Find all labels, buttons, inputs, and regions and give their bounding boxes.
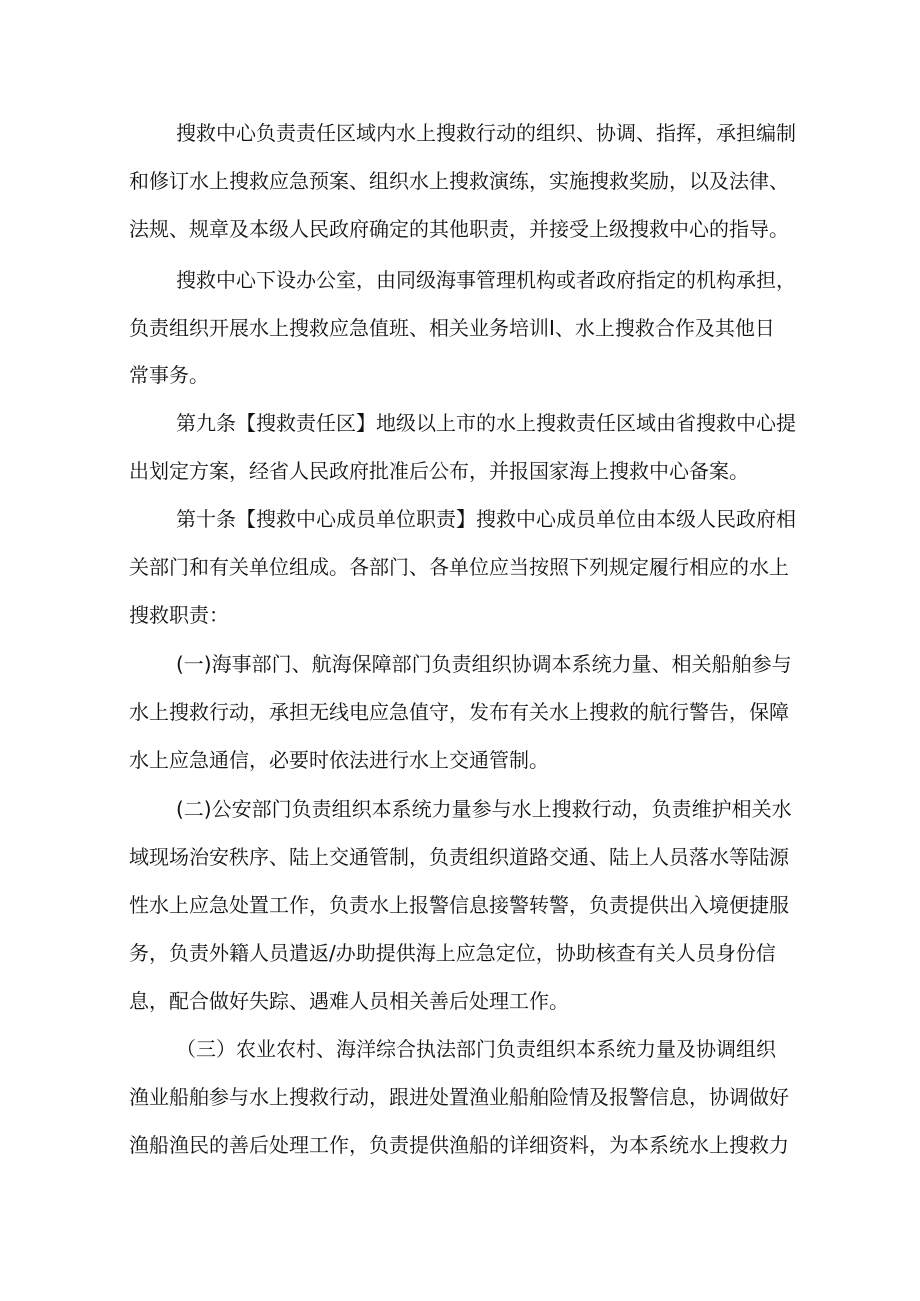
text-line: 域现场治安秩序、陆上交通管制，负责组织道路交通、陆上人员落水等陆源 (129, 845, 789, 869)
text-line: 搜救职责： (129, 603, 229, 627)
text-line: （三）农业农村、海洋综合执法部门负责组织本系统力量及协调组织 (176, 1037, 776, 1061)
text-line: 水上搜救行动，承担无线电应急值守，发布有关水上搜救的航行警告，保障 (129, 700, 789, 724)
text-line: 务，负责外籍人员遣返/办助提供海上应急定位，协助核查有关人员身份信 (129, 941, 776, 965)
text-line: 第九条【搜救责任区】地级以上市的水上搜救责任区域由省搜救中心提 (176, 411, 796, 435)
text-line: 性水上应急处置工作，负责水上报警信息接警转警，负责提供出入境便捷服 (129, 893, 789, 917)
text-line: 关部门和有关单位组成。各部门、各单位应当按照下列规定履行相应的水上 (129, 555, 789, 579)
text-line: 和修订水上搜救应急预案、组织水上搜救演练，实施搜救奖励，以及法律、 (129, 169, 789, 193)
text-line: (一)海事部门、航海保障部门负责组织协调本系统力量、相关船舶参与 (176, 652, 792, 676)
text-line: 常事务。 (129, 363, 209, 387)
text-line: 负责组织开展水上搜救应急值班、相关业务培训I、水上搜救合作及其他日 (129, 316, 775, 340)
text-line: 第十条【搜救中心成员单位职责】搜救中心成员单位由本级人民政府相 (176, 507, 796, 531)
text-line: 法规、规章及本级人民政府确定的其他职责，并接受上级搜救中心的指导。 (129, 217, 789, 241)
text-line: (二)公安部门负责组织本系统力量参与水上搜救行动，负责维护相关水 (176, 797, 792, 821)
text-line: 渔船渔民的善后处理工作，负责提供渔船的详细资料，为本系统水上搜救力 (129, 1133, 789, 1157)
text-line: 息，配合做好失踪、遇难人员相关善后处理工作。 (129, 989, 569, 1013)
text-line: 渔业船舶参与水上搜救行动，跟进处置渔业船舶险情及报警信息，协调做好 (129, 1085, 789, 1109)
text-line: 搜救中心下设办公室，由同级海事管理机构或者政府指定的机构承担， (176, 268, 796, 292)
text-line: 搜救中心负责责任区域内水上搜救行动的组织、协调、指挥，承担编制 (176, 121, 796, 145)
text-line: 出划定方案，经省人民政府批准后公布，并报国家海上搜救中心备案。 (129, 459, 749, 483)
text-line: 水上应急通信，必要时依法进行水上交通管制。 (129, 748, 549, 772)
